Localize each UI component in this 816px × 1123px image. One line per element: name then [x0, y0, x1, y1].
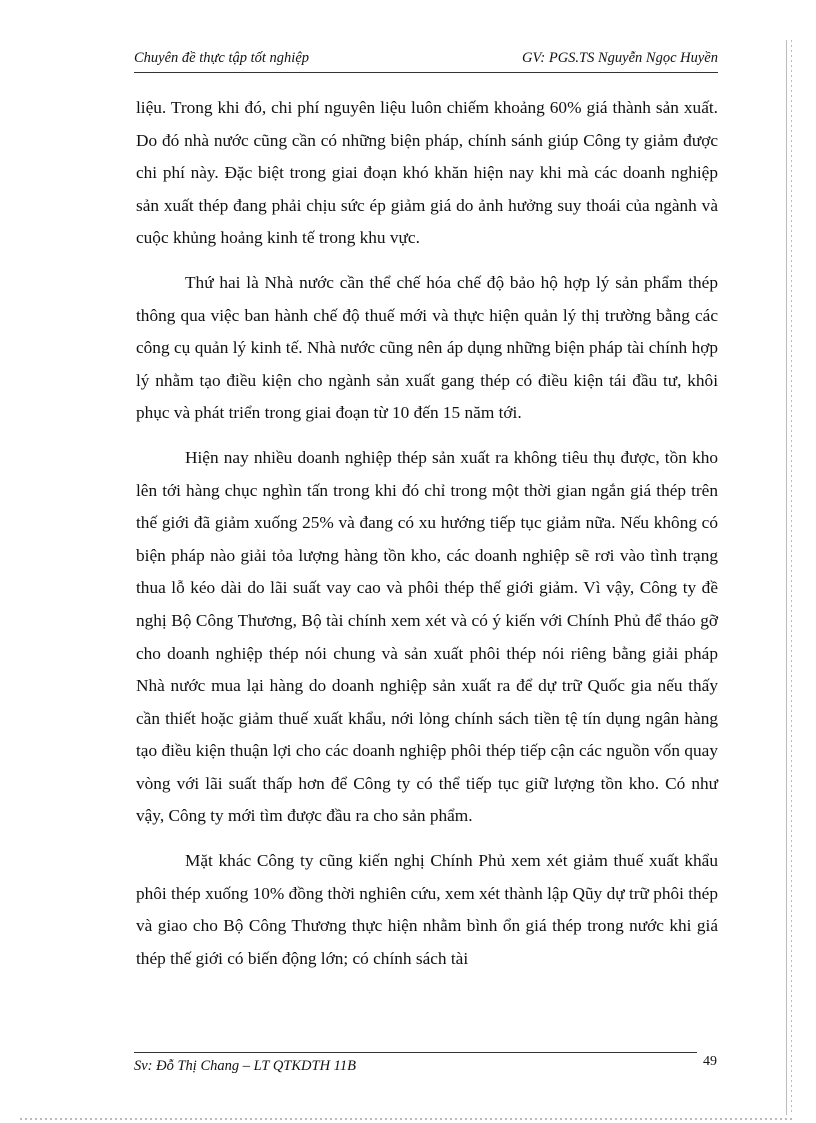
- paragraph: Thứ hai là Nhà nước cần thể chế hóa chế độ bảo hộ hợp lý sản phẩm thép thông qua việc ban hành chế độ thuế mới và thực hiện quản lý thị trường bằng các công cụ quản lý kinh tế. Nhà nước cũng nên áp dụng những biện pháp tài chính hợp lý nhằm tạo điều kiện cho ngành sản xuất gang thép có điều kiện tái đầu tư, khôi phục và phát triển trong giai đoạn từ 10 đến 15 năm tới.: [136, 272, 718, 423]
- paragraph: Mặt khác Công ty cũng kiến nghị Chính Phủ xem xét giảm thuế xuất khẩu phôi thép xuống 10% đồng thời nghiên cứu, xem xét thành lập Qũy dự trữ phôi thép và giao cho Bộ Công Thương thực hiện nhằm bình ổn giá thép trong nước khi giá thép thế giới có biến động lớn; có chính sách tài: [136, 851, 718, 968]
- header-supervisor: GV: PGS.TS Nguyễn Ngọc Huyền: [522, 50, 718, 66]
- footer-student: Sv: Đỗ Thị Chang – LT QTKDTH 11B: [134, 1058, 356, 1074]
- page-border-right: [786, 40, 793, 1115]
- header-course-title: Chuyên đề thực tập tốt nghiệp: [134, 50, 310, 66]
- paragraph: Hiện nay nhiều doanh nghiệp thép sản xuất ra không tiêu thụ được, tồn kho lên tới hàng chục nghìn tấn trong khi đó chỉ trong một thời gian ngắn giá thép trên thế giới đã giảm xuống 25% và đang có xu hướng tiếp tục giảm nữa. Nếu không có biện pháp nào giải tỏa lượng hàng tồn kho, các doanh nghiệp sẽ rơi vào tình trạng thua lỗ kéo dài do lãi suất vay cao và phôi thép thế giới giảm. Vì vậy, Công ty đề nghị Bộ Công Thương, Bộ tài chính xem xét và có ý kiến với Chính Phủ để tháo gỡ cho doanh nghiệp thép nói chung và sản xuất phôi thép nói riêng bằng giải pháp Nhà nước mua lại hàng do doanh nghiệp sản xuất ra để dự trữ Quốc gia nếu thấy cần thiết hoặc giảm thuế xuất khẩu, nới lỏng chính sách tiền tệ tín dụng ngân hàng tạo điều kiện thuận lợi cho các doanh nghiệp phôi thép tiếp cận các nguồn vốn quay vòng với lãi suất thấp hơn để Công ty có thể tiếp tục giữ lượng tồn kho. Có như vậy, Công ty mới tìm được đầu ra cho sản phẩm.: [136, 447, 718, 826]
- document-body: [136, 92, 718, 975]
- footer-rule: [134, 1052, 697, 1053]
- page-number: 49: [703, 1054, 717, 1069]
- paragraph: liệu. Trong khi đó, chi phí nguyên liệu luôn chiếm khoảng 60% giá thành sản xuất. Do đó nhà nước cũng cần có những biện pháp, chính sánh giúp Công ty giảm được chi phí này. Đặc biệt trong giai đoạn khó khăn hiện nay khi mà các doanh nghiệp sản xuất thép đang phải chịu sức ép giảm giá do ảnh hưởng suy thoái của ngành và cuộc khủng hoảng kinh tế trong khu vực.: [136, 98, 718, 248]
- page-header: [134, 48, 718, 73]
- page-border-bottom: [20, 1118, 792, 1120]
